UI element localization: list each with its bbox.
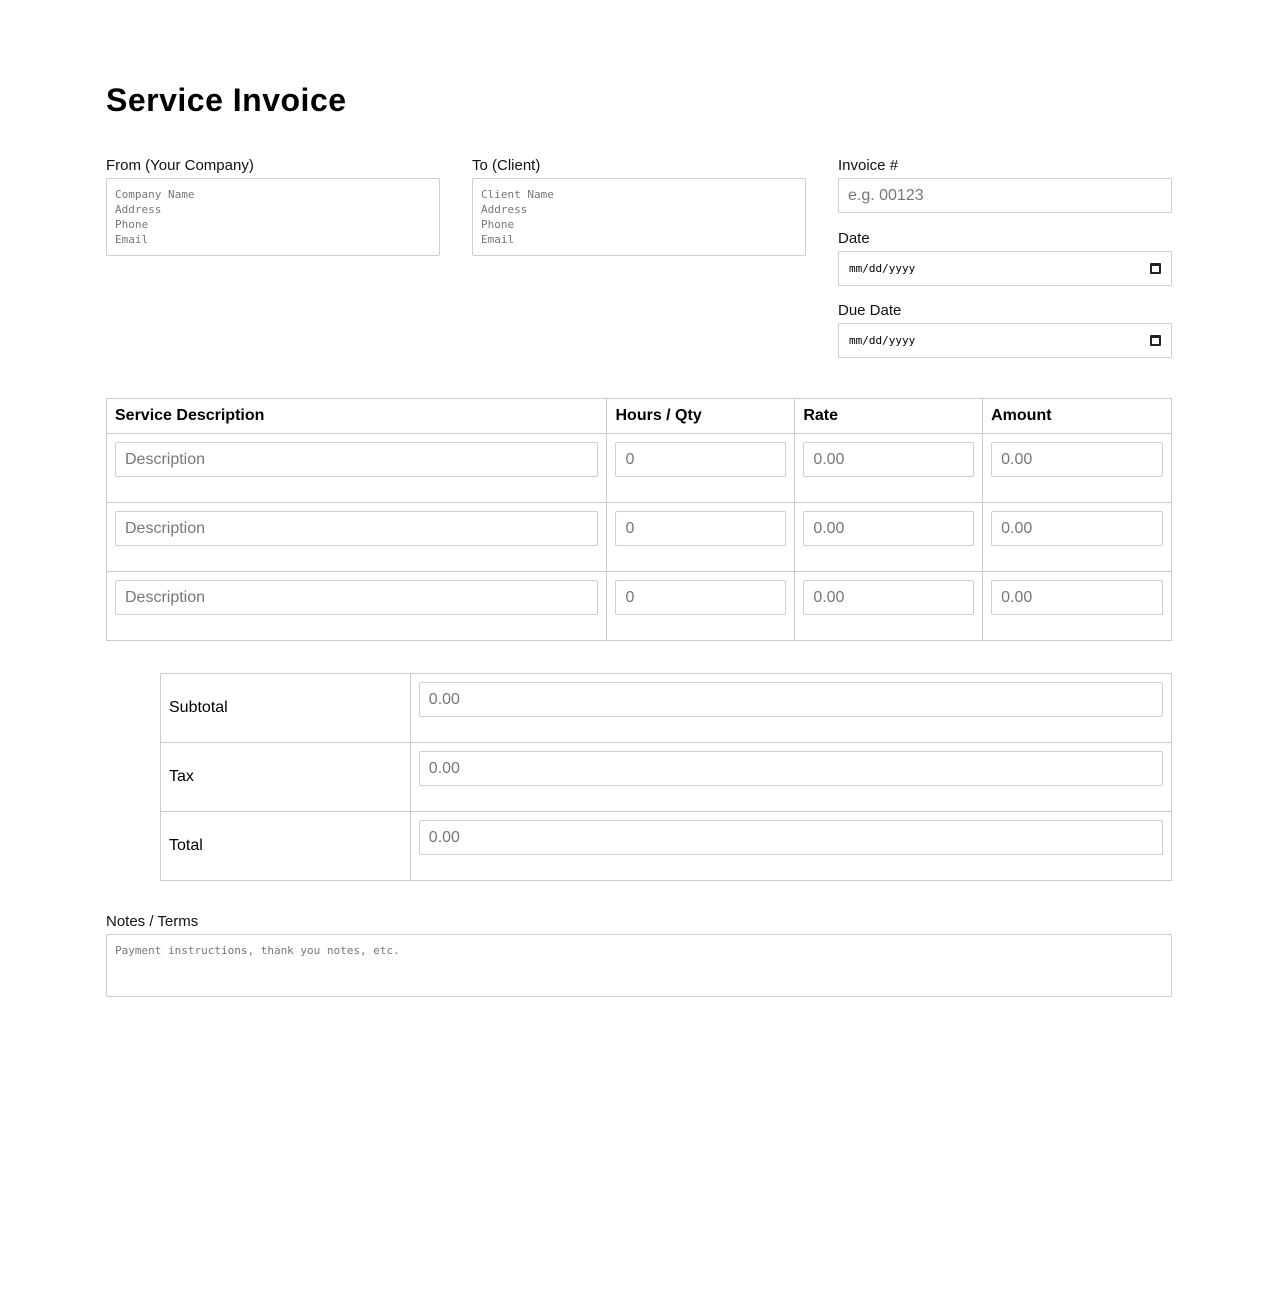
header-amount: Amount — [983, 399, 1172, 434]
header-hours-qty: Hours / Qty — [607, 399, 795, 434]
due-date-input-value: mm/dd/yyyy — [849, 334, 916, 347]
subtotal-row — [161, 674, 1172, 743]
due-date-label: Due Date — [838, 302, 902, 319]
tax-label: Tax — [161, 743, 411, 812]
qty-input[interactable] — [615, 511, 786, 546]
rate-cell — [795, 572, 983, 641]
description-input[interactable] — [115, 442, 598, 477]
rate-cell — [795, 434, 983, 503]
invoice-number-label: Invoice # — [838, 157, 899, 174]
subtotal-cell — [410, 674, 1171, 743]
qty-input[interactable] — [615, 580, 786, 615]
subtotal-input[interactable] — [419, 682, 1163, 717]
notes-label: Notes / Terms — [106, 913, 199, 930]
total-input[interactable] — [419, 820, 1163, 855]
to-client-textarea[interactable] — [472, 178, 806, 256]
notes-textarea[interactable] — [106, 934, 1172, 997]
rate-input[interactable] — [803, 442, 974, 477]
rate-input[interactable] — [803, 580, 974, 615]
calendar-icon[interactable] — [1150, 263, 1161, 274]
page-title: Service Invoice — [106, 82, 347, 118]
amount-cell — [983, 434, 1172, 503]
header-service-description: Service Description — [107, 399, 607, 434]
total-cell — [410, 812, 1171, 881]
total-label: Total — [161, 812, 411, 881]
rate-cell — [795, 503, 983, 572]
header-rate: Rate — [795, 399, 983, 434]
description-input[interactable] — [115, 511, 598, 546]
to-label: To (Client) — [472, 157, 541, 174]
qty-cell — [607, 503, 795, 572]
services-table — [106, 398, 1172, 641]
from-company-textarea[interactable] — [106, 178, 440, 256]
total-row — [161, 812, 1172, 881]
tax-input[interactable] — [419, 751, 1163, 786]
qty-cell — [607, 434, 795, 503]
description-cell — [107, 503, 607, 572]
date-input-value: mm/dd/yyyy — [849, 262, 916, 275]
table-row — [107, 503, 1172, 572]
tax-cell — [410, 743, 1171, 812]
table-header-row — [107, 399, 1172, 434]
calendar-icon[interactable] — [1150, 335, 1161, 346]
totals-table — [160, 673, 1172, 881]
from-label: From (Your Company) — [106, 157, 254, 174]
table-row — [107, 434, 1172, 503]
description-cell — [107, 572, 607, 641]
rate-input[interactable] — [803, 511, 974, 546]
table-row — [107, 572, 1172, 641]
amount-input[interactable] — [991, 580, 1163, 615]
amount-input[interactable] — [991, 442, 1163, 477]
date-input[interactable] — [838, 251, 1172, 286]
subtotal-label: Subtotal — [161, 674, 411, 743]
amount-cell — [983, 503, 1172, 572]
qty-cell — [607, 572, 795, 641]
due-date-input[interactable] — [838, 323, 1172, 358]
invoice-number-input[interactable] — [838, 178, 1172, 213]
tax-row — [161, 743, 1172, 812]
description-input[interactable] — [115, 580, 598, 615]
amount-cell — [983, 572, 1172, 641]
date-label: Date — [838, 230, 870, 247]
description-cell — [107, 434, 607, 503]
amount-input[interactable] — [991, 511, 1163, 546]
qty-input[interactable] — [615, 442, 786, 477]
